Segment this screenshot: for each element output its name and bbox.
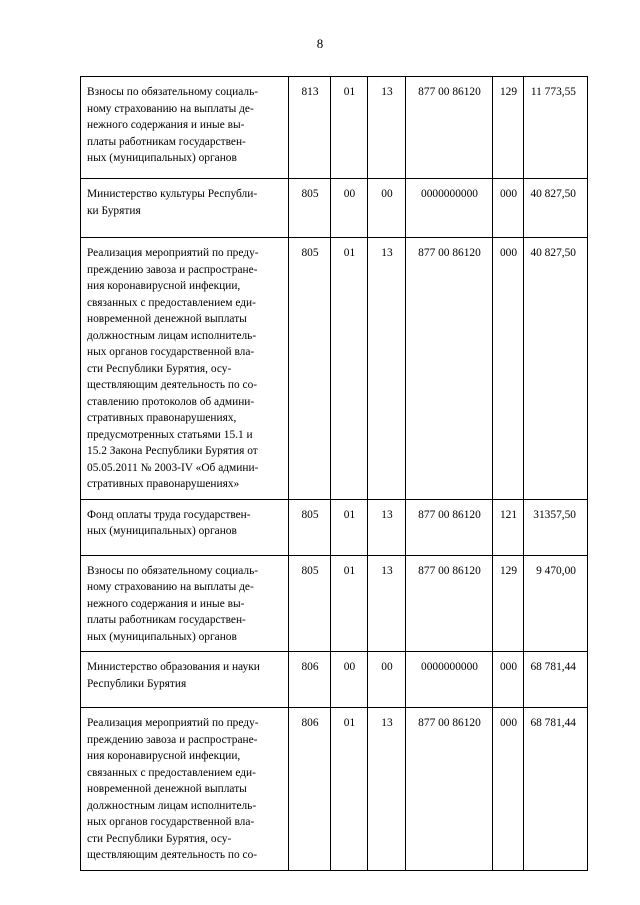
ministry-code-cell: 813 — [289, 77, 331, 179]
expense-type-cell: 129 — [493, 77, 524, 179]
amount-cell: 40 827,50 — [524, 179, 588, 238]
section-code-cell: 01 — [331, 499, 368, 555]
row-name-cell: Реализация мероприятий по преду- преждению завоза и распростране- ния коронавирусной инфекции, связанных с предоставлением еди- новременной денежной выплаты должностным лицам исполнитель- ных органов государственной вла- сти Республики Бурятия, осу- ществляющим деятельность по со- — [81, 708, 289, 871]
ministry-code-cell: 805 — [289, 555, 331, 652]
amount-cell: 31357,50 — [524, 499, 588, 555]
row-name-cell: Министерство образования и науки Республики Бурятия — [81, 652, 289, 708]
expense-type-cell: 000 — [493, 179, 524, 238]
expense-type-cell: 000 — [493, 708, 524, 871]
expense-type-cell: 129 — [493, 555, 524, 652]
section-code-cell: 01 — [331, 708, 368, 871]
table-row — [81, 179, 588, 238]
table-row — [81, 238, 588, 500]
table-row — [81, 555, 588, 652]
expense-type-cell: 121 — [493, 499, 524, 555]
section-code-cell: 01 — [331, 77, 368, 179]
subsection-code-cell: 13 — [368, 238, 406, 500]
amount-cell: 40 827,50 — [524, 238, 588, 500]
target-article-cell: 877 00 86120 — [406, 77, 493, 179]
table-row — [81, 499, 588, 555]
ministry-code-cell: 805 — [289, 499, 331, 555]
ministry-code-cell: 805 — [289, 238, 331, 500]
budget-table — [80, 76, 588, 871]
section-code-cell: 01 — [331, 555, 368, 652]
ministry-code-cell: 806 — [289, 708, 331, 871]
section-code-cell: 01 — [331, 238, 368, 500]
expense-type-cell: 000 — [493, 652, 524, 708]
row-name-cell: Министерство культуры Республи- ки Бурятия — [81, 179, 289, 238]
page-number: 8 — [316, 36, 324, 51]
row-name-cell: Взносы по обязательному социаль- ному страхованию на выплаты де- нежного содержания и иные вы- платы работникам государствен- ных (муниципальных) органов — [81, 77, 289, 179]
subsection-code-cell: 13 — [368, 708, 406, 871]
section-code-cell: 00 — [331, 652, 368, 708]
target-article-cell: 0000000000 — [406, 179, 493, 238]
ministry-code-cell: 805 — [289, 179, 331, 238]
row-name-cell: Фонд оплаты труда государствен- ных (муниципальных) органов — [81, 499, 289, 555]
subsection-code-cell: 00 — [368, 179, 406, 238]
target-article-cell: 877 00 86120 — [406, 238, 493, 500]
target-article-cell: 877 00 86120 — [406, 555, 493, 652]
subsection-code-cell: 13 — [368, 77, 406, 179]
subsection-code-cell: 13 — [368, 499, 406, 555]
amount-cell: 68 781,44 — [524, 708, 588, 871]
row-name-cell: Реализация мероприятий по преду- преждению завоза и распростране- ния коронавирусной инфекции, связанных с предоставлением еди- новременной денежной выплаты должностным лицам исполнитель- ных органов государственной вла- сти Республики Бурятия, осу- ществляющим деятельность по со- ставлению протоколов об админи- стративных правонарушениях, предусмотренных статьями 15.1 и 15.2 Закона Республики Бурятия от 05.05.2011 № 2003-IV «Об админи- стративных правонарушениях» — [81, 238, 289, 500]
table-row — [81, 652, 588, 708]
amount-cell: 68 781,44 — [524, 652, 588, 708]
table-row — [81, 708, 588, 871]
target-article-cell: 0000000000 — [406, 652, 493, 708]
table-row — [81, 77, 588, 179]
table-body — [81, 77, 588, 871]
amount-cell: 9 470,00 — [524, 555, 588, 652]
target-article-cell: 877 00 86120 — [406, 708, 493, 871]
ministry-code-cell: 806 — [289, 652, 331, 708]
row-name-cell: Взносы по обязательному социаль- ному страхованию на выплаты де- нежного содержания и иные вы- платы работникам государствен- ных (муниципальных) органов — [81, 555, 289, 652]
subsection-code-cell: 00 — [368, 652, 406, 708]
section-code-cell: 00 — [331, 179, 368, 238]
amount-cell: 11 773,55 — [524, 77, 588, 179]
subsection-code-cell: 13 — [368, 555, 406, 652]
target-article-cell: 877 00 86120 — [406, 499, 493, 555]
expense-type-cell: 000 — [493, 238, 524, 500]
